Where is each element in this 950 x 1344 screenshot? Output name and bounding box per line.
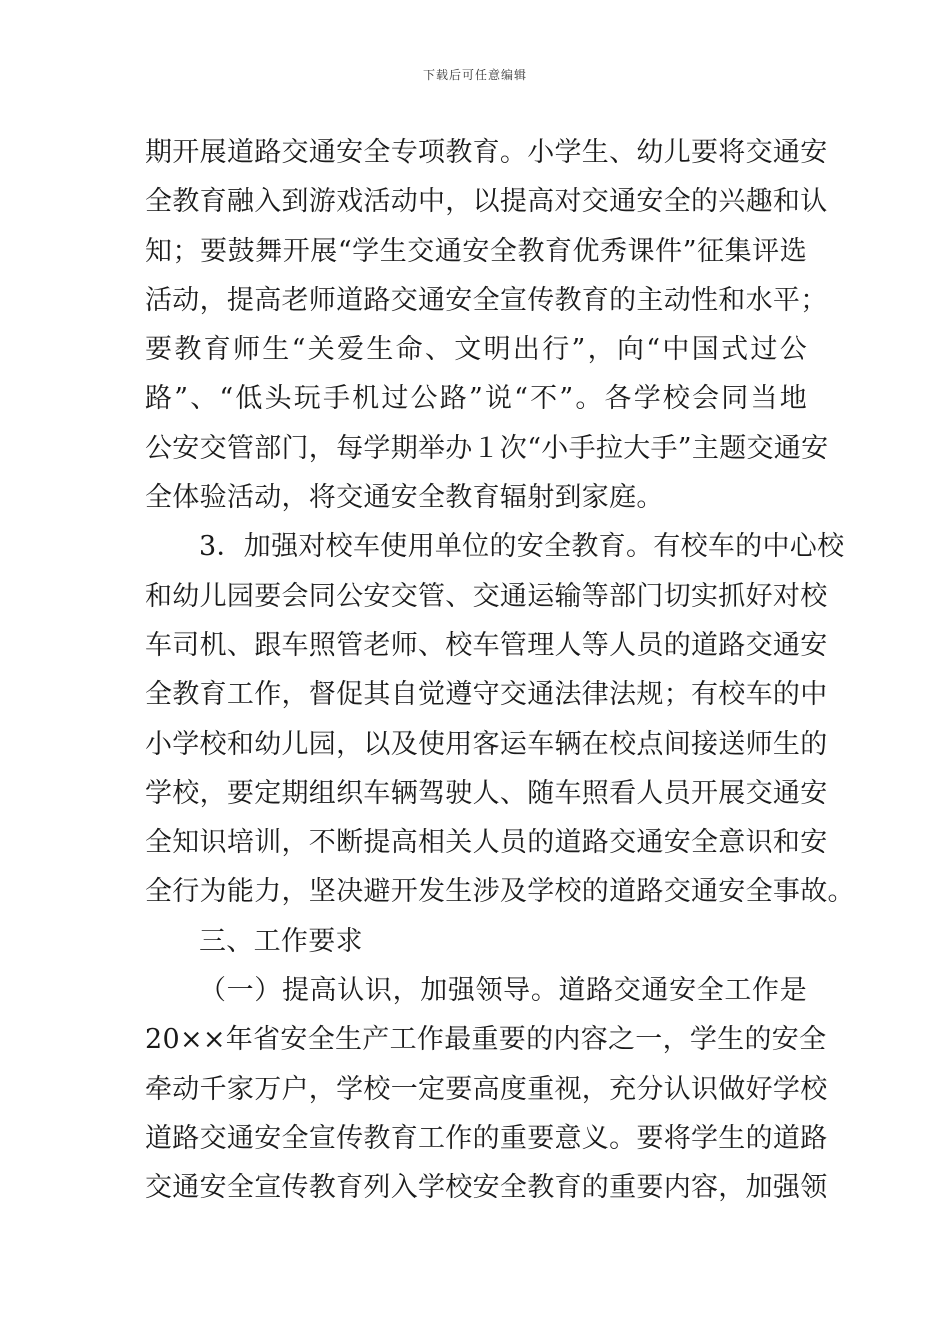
text-line: 车司机、跟车照管老师、校车管理人等人员的道路交通安 <box>145 629 828 661</box>
text-line: 全知识培训，不断提高相关人员的道路交通安全意识和安 <box>145 827 828 859</box>
text-line: 全体验活动，将交通安全教育辐射到家庭。 <box>145 482 664 514</box>
text-line: 要教育师生“关爱生命、文明出行”，向“中国式过公 <box>145 334 807 366</box>
text-line: 和幼儿园要会同公安交管、交通运输等部门切实抓好对校 <box>145 580 828 612</box>
text-line: 路”、“低头玩手机过公路”说“不”。各学校会同当地 <box>145 383 807 415</box>
page-header: 下载后可任意编辑 <box>422 68 527 82</box>
text-line: 期开展道路交通安全专项教育。小学生、幼儿要将交通安 <box>145 137 828 168</box>
text-line: 牵动千家万户，学校一定要高度重视，充分认识做好学校 <box>145 1073 828 1105</box>
text-line: 交通安全宣传教育列入学校安全教育的重要内容，加强领 <box>145 1172 828 1204</box>
text-line: 全行为能力，坚决避开发生涉及学校的道路交通安全事故。 <box>145 876 855 908</box>
text-line: （一）提高认识，加强领导。道路交通安全工作是 <box>199 975 807 1007</box>
text-line: 活动，提高老师道路交通安全宣传教育的主动性和水平； <box>145 284 828 316</box>
text-line: 全教育工作，督促其自觉遵守交通法律法规；有校车的中 <box>145 679 828 711</box>
document-body <box>145 128 855 1213</box>
text-line: 三、工作要求 <box>199 925 363 957</box>
text-line: 道路交通安全宣传教育工作的重要意义。要将学生的道路 <box>145 1122 828 1154</box>
text-line: 全教育融入到游戏活动中，以提高对交通安全的兴趣和认 <box>145 186 828 218</box>
text-line: 知；要鼓舞开展“学生交通安全教育优秀课件”征集评选 <box>145 235 807 267</box>
text-line: 20××年省安全生产工作最重要的内容之一，学生的安全 <box>145 1024 827 1056</box>
text-line: 公安交管部门，每学期举办１次“小手拉大手”主题交通安 <box>145 432 829 464</box>
text-line: 学校，要定期组织车辆驾驶人、随车照看人员开展交通安 <box>145 777 828 809</box>
text-line: 3．加强对校车使用单位的安全教育。有校车的中心校 <box>199 531 845 563</box>
text-line: 小学校和幼儿园，以及使用客运车辆在校点间接送师生的 <box>145 728 828 760</box>
